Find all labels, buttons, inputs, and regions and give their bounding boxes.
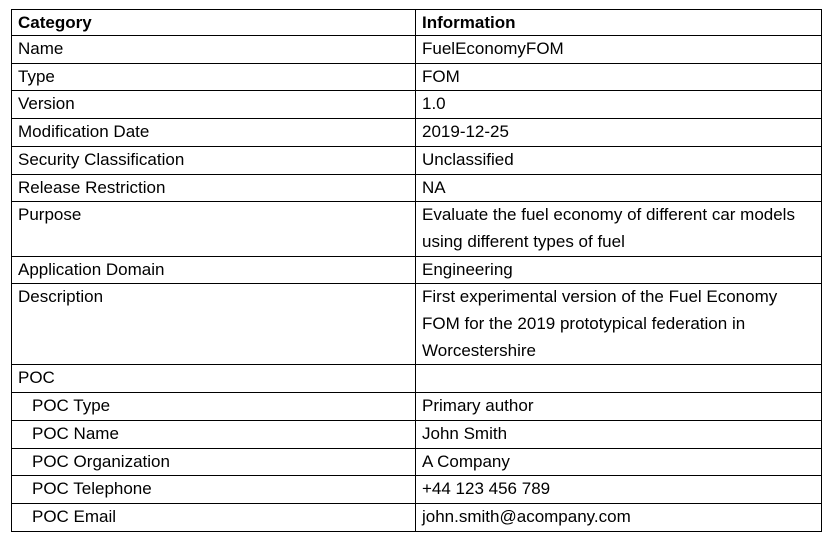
row-information: john.smith@acompany.com bbox=[416, 503, 822, 531]
table-header-row bbox=[12, 10, 822, 36]
row-category: Application Domain bbox=[12, 256, 416, 284]
row-information: 2019-12-25 bbox=[416, 119, 822, 147]
table-row bbox=[12, 284, 822, 365]
row-category: Security Classification bbox=[12, 146, 416, 174]
row-information: Engineering bbox=[416, 256, 822, 284]
table-row bbox=[12, 146, 822, 174]
header-category: Category bbox=[12, 10, 416, 36]
row-information: NA bbox=[416, 174, 822, 202]
table-row bbox=[12, 202, 822, 256]
row-information bbox=[416, 365, 822, 393]
row-information: FOM bbox=[416, 63, 822, 91]
row-information: First experimental version of the Fuel Economy FOM for the 2019 prototypical federation in Worcestershire bbox=[416, 284, 822, 365]
row-information: +44 123 456 789 bbox=[416, 476, 822, 504]
table-row bbox=[12, 174, 822, 202]
fom-metadata-table bbox=[11, 9, 822, 532]
row-category: POC Email bbox=[12, 503, 416, 531]
row-information: FuelEconomyFOM bbox=[416, 36, 822, 64]
table-row bbox=[12, 420, 822, 448]
row-category: Purpose bbox=[12, 202, 416, 256]
row-information: Evaluate the fuel economy of different car models using different types of fuel bbox=[416, 202, 822, 256]
table-row bbox=[12, 365, 822, 393]
table-row bbox=[12, 393, 822, 421]
table-row bbox=[12, 91, 822, 119]
table-row bbox=[12, 448, 822, 476]
row-category: POC bbox=[12, 365, 416, 393]
row-category: POC Telephone bbox=[12, 476, 416, 504]
table-row bbox=[12, 36, 822, 64]
row-information: Unclassified bbox=[416, 146, 822, 174]
table-row bbox=[12, 256, 822, 284]
row-category: Description bbox=[12, 284, 416, 365]
table-row bbox=[12, 476, 822, 504]
row-category: Type bbox=[12, 63, 416, 91]
row-category: POC Name bbox=[12, 420, 416, 448]
row-category: Name bbox=[12, 36, 416, 64]
row-information: A Company bbox=[416, 448, 822, 476]
table-row bbox=[12, 503, 822, 531]
row-information: Primary author bbox=[416, 393, 822, 421]
row-category: Version bbox=[12, 91, 416, 119]
row-category: POC Organization bbox=[12, 448, 416, 476]
header-information: Information bbox=[416, 10, 822, 36]
row-category: POC Type bbox=[12, 393, 416, 421]
fom-metadata-table-wrapper bbox=[11, 9, 822, 532]
row-information: John Smith bbox=[416, 420, 822, 448]
table-row bbox=[12, 119, 822, 147]
row-category: Release Restriction bbox=[12, 174, 416, 202]
row-information: 1.0 bbox=[416, 91, 822, 119]
table-row bbox=[12, 63, 822, 91]
row-category: Modification Date bbox=[12, 119, 416, 147]
